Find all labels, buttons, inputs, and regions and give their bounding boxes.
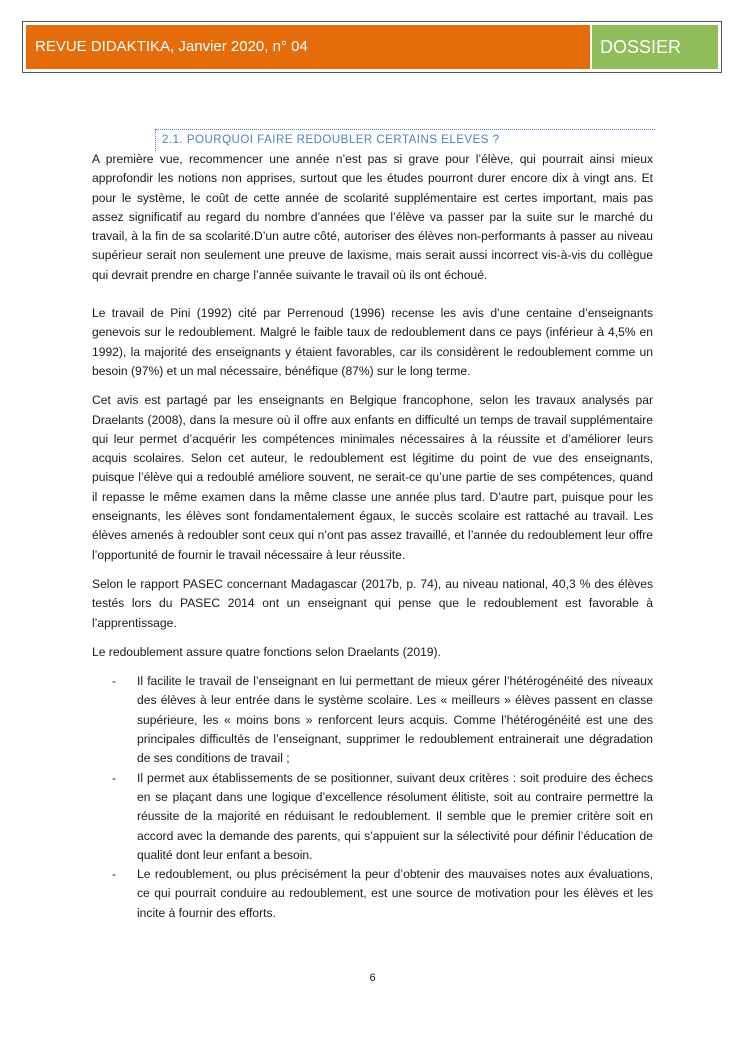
paragraph-4: Selon le rapport PASEC concernant Madagascar (2017b, p. 74), au niveau national, 40,3 % des élèves testés lors du PASEC 2014 ont un enseignant qui pense que le redoublement est favorable à l’apprentissage. — [92, 576, 653, 630]
paragraph-2: Le travail de Pini (1992) cité par Perrenoud (1996) recense les avis d’une centaine d’enseignants genevois sur le redoublement. Malgré le faible taux de redoublement dans ce pays (inférieur à 4,5% en 1992), la majorité des enseignants y étaient favorables, car ils considèrent le redoublement comme un besoin (97%) et un mal nécessaire, bénéfique (87%) sur le long terme. — [92, 306, 653, 378]
list-item-text: Le redoublement, ou plus précisément la peur d’obtenir des mauvaises notes aux évaluations, ce qui pourrait conduire au redoublement, est une source de motivation pour les élèves et les incite à fournir des efforts. — [137, 867, 653, 920]
list-item-text: Il facilite le travail de l’enseignant en lui permettant de mieux gérer l’hétérogénéité des niveaux des élèves à leur entrée dans le système scolaire. Les « meilleurs » élèves passent en classe supérieure, les « moins bons » renforcent leurs acquis. Comme l’hétérogénéité est une des principales difficultés de l’enseignant, supprimer le redoublement entrainerait une dégradation de ses conditions de travail ; — [137, 674, 653, 766]
list-item — [92, 769, 653, 865]
section-heading: 2.1. POURQUOI FAIRE REDOUBLER CERTAINS ELEVES ? — [155, 129, 655, 151]
list-item — [92, 672, 653, 768]
paragraph-1: A première vue, recommencer une année n’est pas si grave pour l’élève, qui pourrait ainsi mieux approfondir les notions non apprises, surtout que les études pourront durer encore dix à vingt ans. Et pour le système, le coût de cette année de scolarité supplémentaire est certes important, mais pas assez significatif au regard du nombre d’années que l’élève va passer par la suite sur le marché du travail, à la fin de sa scolarité.D’un autre côté, autoriser des élèves non-performants à passer au niveau supérieur serait non seulement une preuve de laxisme, mais serait aussi incorrect vis-à-vis du collègue qui devrait prendre en charge l’année suivante le travail où ils ont échoué. — [92, 152, 653, 282]
bullet-marker: - — [112, 770, 117, 785]
bullet-marker: - — [112, 867, 117, 882]
body-text — [92, 150, 653, 923]
bullet-marker: - — [112, 674, 117, 689]
section-label: DOSSIER — [592, 25, 718, 69]
page-number: 6 — [369, 972, 376, 984]
list-item — [92, 865, 653, 923]
paragraph-5: Le redoublement assure quatre fonctions selon Draelants (2019). — [92, 644, 441, 659]
paragraph-3: Cet avis est partagé par les enseignants en Belgique francophone, selon les travaux analysés par Draelants (2008), dans la mesure où il offre aux enfants en difficulté un temps de travail supplémentaire qui leur permet d’acquérir les compétences minimales nécessaires à la réussite et d’améliorer leurs acquis scolaires. Selon cet auteur, le redoublement est légitime du point de vue des enseignants, puisque l’élève qui a redoublé améliore souvent, ne serait-ce qu’une partie de ses compétences, quand il repasse le même examen dans la même classe une année plus tard. D’autre part, puisque pour les enseignants, les élèves sont fondamentalement égaux, le succès scolaire est rattaché au travail. Les élèves amenés à redoubler sont ceux qui n’ont pas assez travaillé, et l’année du redoublement leur offre l’opportunité de fournir le travail nécessaire à leur réussite. — [92, 393, 653, 562]
journal-title: REVUE DIDAKTIKA, Janvier 2020, n° 04 — [26, 25, 590, 69]
list-item-text: Il permet aux établissements de se positionner, suivant deux critères : soit produire des échecs en se plaçant dans une logique d’excellence résolument élitiste, soit au contraire permettre la réussite de la majorité en réduisant le redoublement. Il semble que le premier critère soit en accord avec la demande des parents, qui s’appuient sur la sélectivité pour définir l’éducation de qualité dont leur enfant a besoin. — [137, 770, 653, 862]
function-list — [92, 672, 653, 923]
